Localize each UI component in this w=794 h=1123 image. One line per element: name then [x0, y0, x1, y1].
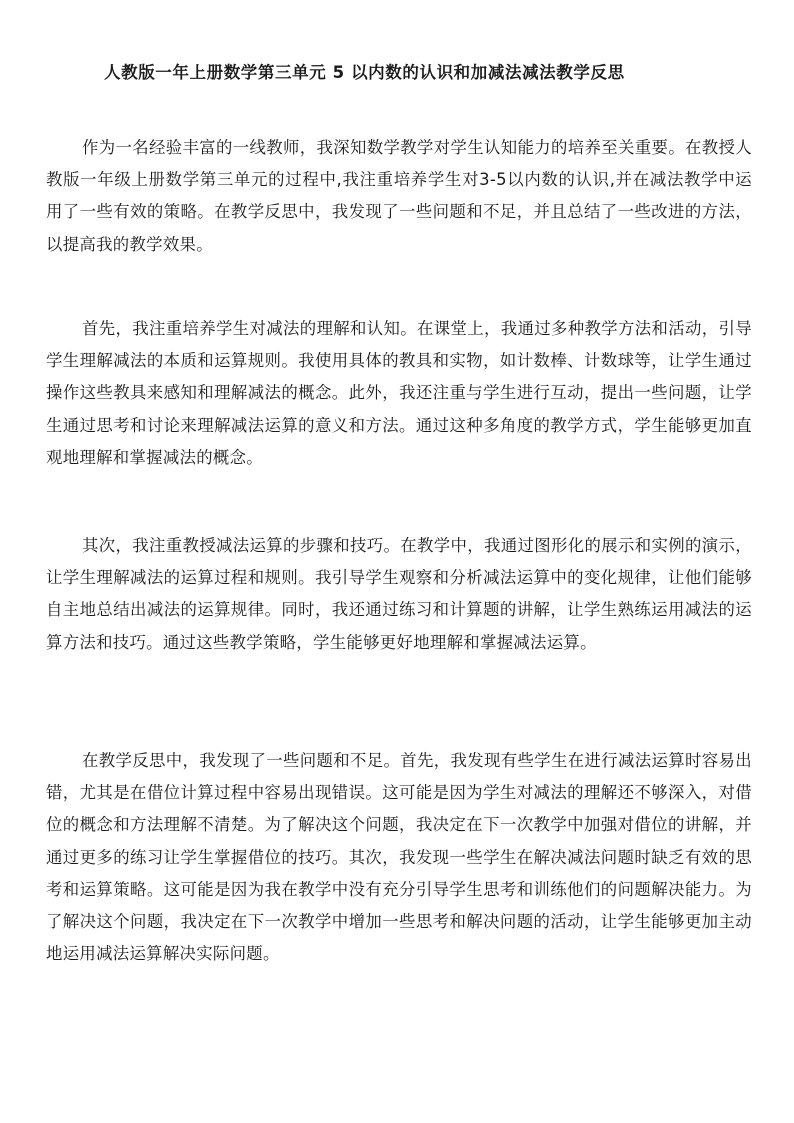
paragraph-subtraction-steps: 其次，我注重教授减法运算的步骤和技巧。在教学中，我通过图形化的展示和实例的演示，让学生理解减法的运算过程和规则。我引导学生观察和分析减法运算中的变化规律，让他们能够自主地总结出减法的运算规律。同时，我还通过练习和计算题的讲解，让学生熟练运用减法的运算方法和技巧。通过这些教学策略，学生能够更好地理解和掌握减法运算。	[46, 536, 752, 652]
paragraph-understanding-subtraction: 首先，我注重培养学生对减法的理解和认知。在课堂上，我通过多种教学方法和活动，引导学生理解减法的本质和运算规则。我使用具体的教具和实物，如计数棒、计数球等，让学生通过操作这些教具来感知和理解减法的概念。此外，我还注重与学生进行互动，提出一些问题，让学生通过思考和讨论来理解减法运算的意义和方法。通过这种多角度的教学方式，学生能够更加直观地理解和掌握减法的概念。	[46, 319, 752, 467]
paragraph-introduction: 作为一名经验丰富的一线教师，我深知数学教学对学生认知能力的培养至关重要。在教授人教版一年级上册数学第三单元的过程中,我注重培养学生对3-5以内数的认识,并在减法教学中运用了一些有效的策略。在教学反思中，我发现了一些问题和不足，并且总结了一些改进的方法，以提高我的教学效果。	[46, 138, 752, 254]
paragraph-reflection-problems: 在教学反思中，我发现了一些问题和不足。首先，我发现有些学生在进行减法运算时容易出错，尤其是在借位计算过程中容易出现错误。这可能是因为学生对减法的理解还不够深入，对借位的概念和方法理解不清楚。为了解决这个问题，我决定在下一次教学中加强对借位的讲解，并通过更多的练习让学生掌握借位的技巧。其次，我发现一些学生在解决减法问题时缺乏有效的思考和运算策略。这可能是因为我在教学中没有充分引导学生思考和训练他们的问题解决能力。为了解决这个问题，我决定在下一次教学中增加一些思考和解决问题的活动，让学生能够更加主动地运用减法运算解决实际问题。	[46, 751, 752, 964]
document-title: 人教版一年上册数学第三单元 5 以内数的认识和加减法减法教学反思	[104, 63, 625, 82]
